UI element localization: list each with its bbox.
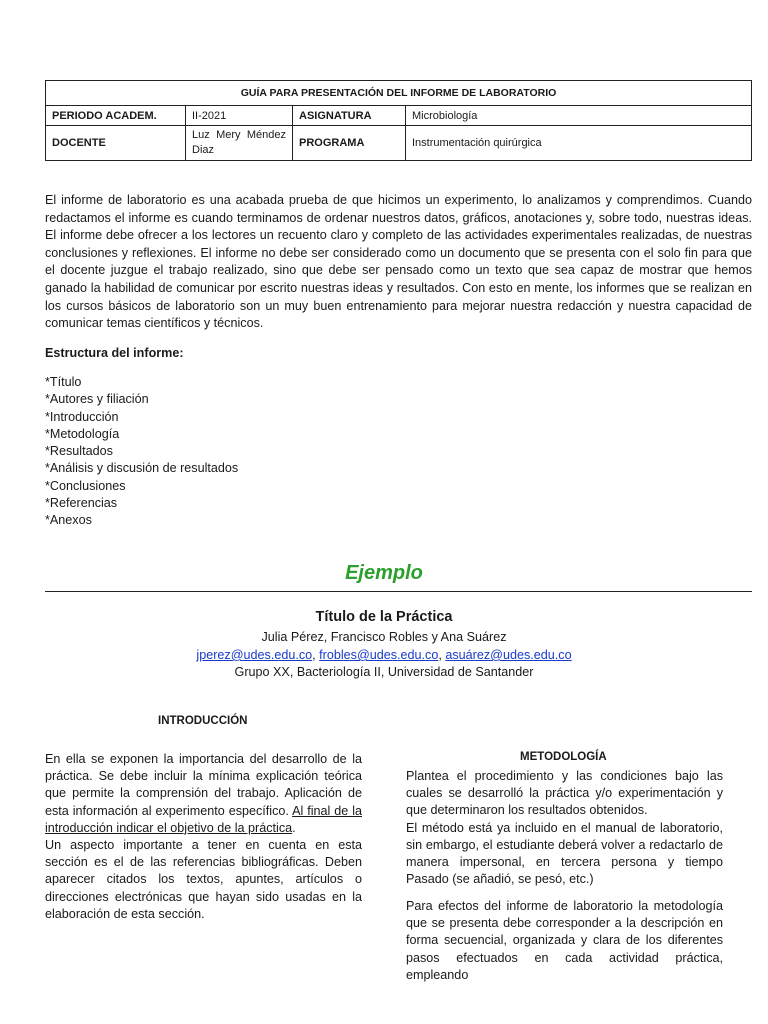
programa-label: PROGRAMA (293, 126, 406, 161)
introduccion-objective-note: Al final de la introducción indicar el objetivo de la práctica (45, 803, 362, 835)
metodologia-body-2: Para efectos del informe de laboratorio la metodología que se presenta debe corresponder a la descripción en forma secuencial, organizada y clara de los diferentes pasos efectuados en cada actividad práctica, empleando (406, 899, 723, 982)
header-title: GUÍA PARA PRESENTACIÓN DEL INFORME DE LABORATORIO (46, 81, 752, 106)
metodologia-text-1: Plantea el procedimiento y las condiciones bajo las cuales se desarrolló la práctica y/o experimentación y que determinaron los resultados obtenidos. (406, 769, 723, 818)
emails-line (0, 648, 768, 662)
structure-list (45, 374, 238, 530)
authors-line: Julia Pérez, Francisco Robles y Ana Suárez (261, 630, 507, 644)
asignatura-label: ASIGNATURA (293, 106, 406, 126)
example-heading: Ejemplo (345, 562, 423, 584)
email-link[interactable]: frobles@udes.edu.co (319, 648, 439, 662)
group-affiliation: Grupo XX, Bacteriología II, Universidad de Santander (234, 665, 534, 679)
list-item: *Resultados (45, 444, 113, 459)
asignatura-value: Microbiología (406, 106, 752, 126)
list-item: *Análisis y discusión de resultados (45, 461, 239, 476)
example-divider (45, 591, 752, 592)
metodologia-text-2: El método está ya incluido en el manual de laboratorio, sin embargo, el estudiante deberá volver a redactarlo de manera impersonal, en tercera persona y tiempo Pasado (se añadió, se pesó, etc.) (406, 820, 723, 887)
docente-label: DOCENTE (46, 126, 186, 161)
list-item: *Autores y filiación (45, 392, 149, 407)
intro-paragraph: El informe de laboratorio es una acabada prueba de que hicimos un experimento, lo analizamos y comprendimos. Cuando redactamos el informe es cuando terminamos de ordenar nuestros datos, gráficos, anotaciones y, sobre todo, nuestras ideas. El informe debe ofrecer a los lectores un recuento claro y completo de las actividades experimentales realizadas, de nuestras conclusiones y reflexiones. El informe no debe ser considerado como un documento que se presenta con el solo fin para que el docente juzgue el trabajo realizado, sino que debe ser pensado como un texto que sea capaz de mostrar que hemos ganado la habilidad de comunicar por escrito nuestras ideas y resultados. Con esto en mente, los informes que se realizan en los cursos básicos de laboratorio son un muy buen entrenamiento para mejorar nuestra redacción y nuestra capacidad de comunicar temas científicos y técnicos. (45, 193, 752, 331)
list-item: *Título (45, 375, 82, 389)
practice-title: Título de la Práctica (315, 609, 453, 625)
programa-value: Instrumentación quirúrgica (406, 126, 752, 161)
periodo-value: II-2021 (186, 106, 293, 126)
list-item: *Metodología (45, 426, 120, 441)
list-item: *Introducción (45, 409, 119, 424)
docente-value: Luz Mery Méndez Diaz (186, 126, 293, 161)
email-link[interactable]: asuárez@udes.edu.co (445, 648, 572, 662)
email-link[interactable]: jperez@udes.edu.co (196, 648, 313, 662)
introduccion-body (45, 751, 362, 923)
metodologia-body (406, 768, 723, 888)
header-table (45, 80, 752, 161)
list-item: *Conclusiones (45, 478, 126, 493)
email-separator: , (438, 648, 446, 662)
introduccion-title: INTRODUCCIÓN (158, 715, 248, 727)
email-separator: , (312, 648, 320, 662)
list-item: *Referencias (45, 496, 118, 511)
structure-title: Estructura del informe: (45, 346, 184, 360)
periodo-label: PERIODO ACADEM. (46, 106, 186, 126)
list-item: *Anexos (45, 513, 92, 528)
introduccion-text: En ella se exponen la importancia del desarrollo de la práctica. Se debe incluir la mínima explicación teórica que permite la comprensión del trabajo. Aplicación de esta información al experimento específico. (45, 752, 362, 818)
metodologia-title: METODOLOGÍA (520, 751, 607, 763)
introduccion-references-text: Un aspecto importante a tener en cuenta en esta sección es el de las referencias bibliográficas. Deben aparecer citados los textos, apuntes, artículos o direcciones electrónicas que hayan sido usadas en la elaboración de esta sección. (45, 838, 362, 921)
introduccion-period: . (292, 820, 296, 835)
